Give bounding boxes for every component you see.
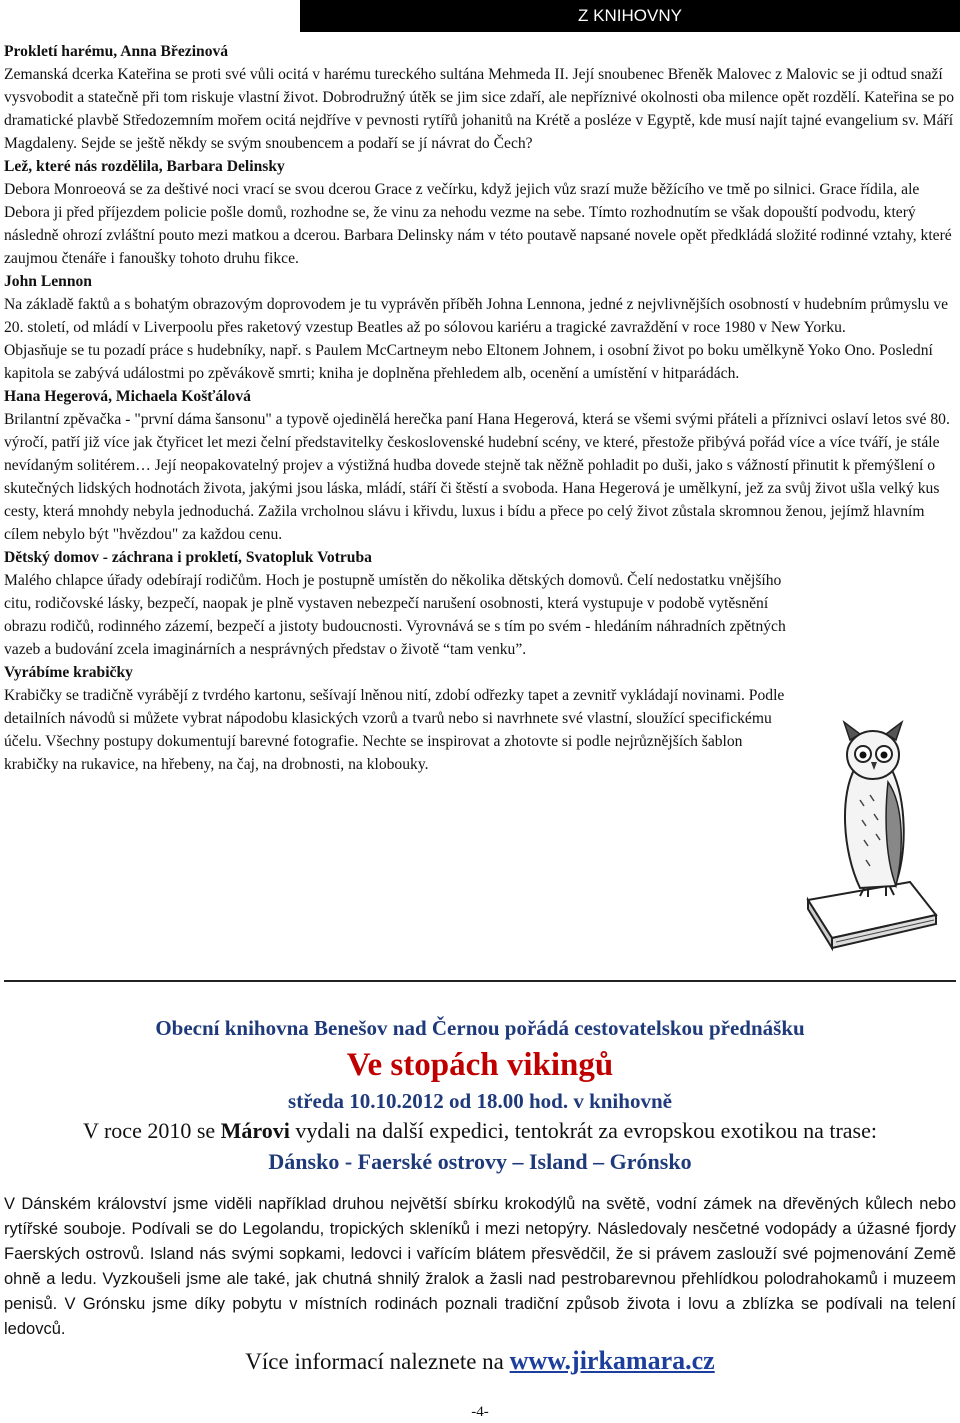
book-title: Dětský domov - záchrana i prokletí, Svatopluk Votruba — [4, 549, 372, 566]
book-title: Hana Hegerová, Michaela Košťálová — [4, 388, 251, 405]
event-lead-name: Márovi — [220, 1118, 290, 1143]
book-title: Lež, které nás rozdělila, Barbara Delinsky — [4, 158, 285, 175]
book-text: Zemanská dcerka Kateřina se proti své vůli ocitá v harému tureckého sultána Mehmeda II. Její snoubenec Břeněk Malovec z Malovic se ji odtud snaží vysvobodit a statečně při tom riskuje vlastní život. Dobrodružný útěk se jim sice zdaří, ale nepříznivé okolnosti oba milence opět rozdělí. Kateřina se po dramatické plavbě Středozemním mořem ocitá nejdříve v pevnosti rytířů johanitů na Krétě a posléze v Egyptě, kde musí najít tajné evangelium sv. Máří Magdaleny. Sejde se ještě někdy se svým snoubencem a podaří se jí návrat do Čech? — [4, 66, 955, 152]
book-text: Na základě faktů a s bohatým obrazovým doprovodem je tu vyprávěn příběh Johna Lennona, jedné z nejvlivnějších osobností v hudebním průmyslu ve 20. století, od mládí v Liverpoolu přes raketový vzestup Beatles až po sólovou kariéru a tragické zavraždění v roce 1980 v New Yorku. — [4, 296, 949, 336]
book-text: Debora Monroeová se za deštivé noci vrací se svou dcerou Grace z večírku, když jejich vůz srazí muže běžícího ve tmě po silnici. Grace řídila, ale Debora ji před příjezdem policie pošle domů, rozhodne se, že vinu za nehodu vezme na sebe. Tímto rozhodnutím se však dopouští podvodu, který následně ohrozí zvláštní pouto mezi matkou a dcerou. Barbara Delinsky nám v této poutavě napsané novele opět předkládá složité rodinné vztahy, které zaujmou čtenáře i fanoušky tohoto druhu fikce. — [4, 181, 952, 267]
event-more-text: Více informací naleznete na — [245, 1349, 510, 1374]
event-lead-pre: V roce 2010 se — [82, 1118, 221, 1143]
event-organizer: Obecní knihovna Benešov nad Černou pořádá cestovatelskou přednášku — [155, 1016, 805, 1040]
event-route: Dánsko - Faerské ostrovy – Island – Grónsko — [268, 1149, 692, 1174]
event-announcement — [0, 1012, 960, 1379]
book-reviews — [4, 40, 957, 776]
book-text: Brilantní zpěvačka - "první dáma šansonu" a typově ojedinělá herečka paní Hana Hegerová, která se všemi svými přáteli a příznivci oslaví letos své 80. výročí, patří již více jak čtyřicet let mezi čelní představitelky československé hudební scény, ve které, přestože přibývá pořád více a více tváří, je stále nevídaným solitérem… Její neopakovatelný projev a výstižná hudba dovede stejně tak něžně pohladit po duši, jako s vážností přinutit k přemýšlení o skutečných lidských hodnotách života, jakými jsou láska, mládí, stáří či štěstí a svoboda. Hana Hegerová je umělkyní, jež za svůj život ušla velký kus cesty, která mnohdy nebyla jednoduchá. Zažila vrcholnou slávu i křivdu, luxus i bídu a přece po celý život zůstala skromnou ženou, jejímž hlavním cílem nebylo být "hvězdou" za každou cenu. — [4, 411, 950, 543]
book-text: Krabičky se tradičně vyrábějí z tvrdého kartonu, sešívají lněnou nití, zdobí odřezky tapet a zevnitř vykládají novinami. Podle detailních návodů si můžete vybrat nápodobu klasických vzorů a tvarů nebo si navrhnete své vlastní, sloužící specifickému účelu. Všechny postupy dokumentují barevné fotografie. Nechte se inspirovat a zhotovte si podle nejrůznějších šablon krabičky na rukavice, na hřebeny, na čaj, na drobnosti, na klobouky. — [4, 687, 785, 773]
event-date: středa 10.10.2012 od 18.00 hod. v knihovně — [288, 1089, 672, 1113]
event-lead — [0, 1116, 960, 1146]
owl-icon — [800, 710, 940, 960]
section-divider — [4, 980, 956, 982]
page-number: -4- — [471, 1404, 489, 1420]
book-title: Prokletí harému, Anna Březinová — [4, 43, 229, 60]
book-text: Malého chlapce úřady odebírají rodičům. Hoch je postupně umístěn do několika dětských domovů. Čelí nedostatku vnějšího citu, rodičovské lásky, bezpečí, naopak je plně vystaven nebezpečí narušení osobnosti, která vystupuje v podobě vytěsnění obrazu rodičů, rodinného zázemí, bezpečí a jistoty budoucnosti. Vyrovnává se s tím po svém - hledáním náhradních zpětných vazeb a budování zcela imaginárních a nesprávných představ o životě “tam venku”. — [4, 572, 786, 658]
event-more-info — [0, 1344, 960, 1379]
book-text: Objasňuje se tu pozadí práce s hudebníky, např. s Paulem McCartneym nebo Eltonem Johnem, i osobní život po boku umělkyně Yoko Ono. Poslední kapitola se zabývá událostmi po zpěvákově smrti; kniha je doplněna přehledem alb, ocenění a umístění v hitparádách. — [4, 342, 933, 382]
section-header: Z KNIHOVNY — [300, 0, 960, 32]
event-title: Ve stopách vikingů — [346, 1047, 614, 1083]
website-link[interactable]: www.jirkamara.cz — [509, 1346, 715, 1375]
event-lead-post: vydali na další expedici, tentokrát za evropskou exotikou na trase: — [289, 1118, 877, 1143]
book-title: Vyrábíme krabičky — [4, 664, 133, 681]
event-body: V Dánském království jsme viděli například druhou největší sbírku krokodýlů na světě, vodní zámek na dřevěných kůlech nebo rytířské souboje. Podívali se do Legolandu, tropických skleníků i mezi netopýry. Následovaly nesčetné vodopády a úžasné fjordy Faerských ostrovů. Island nás svými sopkami, ledovci i vařícím blátem přesvědčil, že si právem zaslouží své pojmenování Země ohně a ledu. Vyzkoušeli jsme ale také, jak chutná shnilý žralok a žasli nad pestrobarevnou přehlídkou polodrahokamů i muzeem penisů. V Grónsku jsme díky pobytu v místních rodinách poznali tradiční způsob života i lovu a zblízka se podívali na telení ledovců. — [4, 1195, 956, 1338]
book-title: John Lennon — [4, 273, 92, 290]
